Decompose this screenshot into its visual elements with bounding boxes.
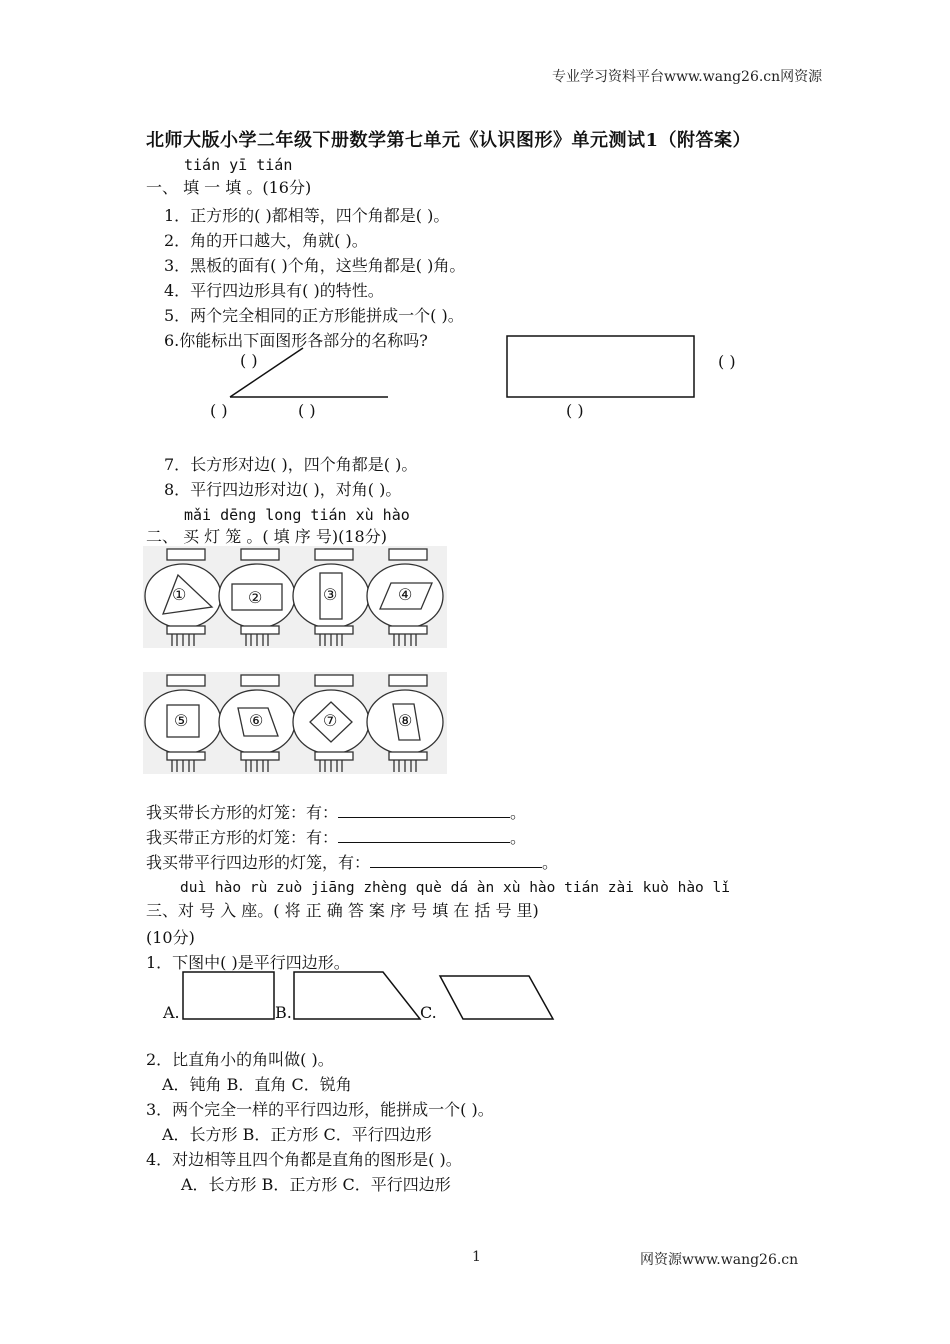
s2-answer-square-label: 我买带正方形的灯笼：有： [146, 828, 339, 847]
page-number: 1 [472, 1249, 481, 1265]
s3-question-3-options: A．长方形 B．正方形 C．平行四边形 [162, 1125, 432, 1144]
s3-question-2: 2．比直角小的角叫做( )。 [146, 1050, 334, 1069]
rect-label-bottom: ( ) [566, 401, 584, 420]
shape-parallelogram [440, 976, 553, 1019]
s3-question-4-options: A．长方形 B．正方形 C．平行四边形 [181, 1175, 451, 1194]
s3-q1-option-b: B. [275, 1003, 292, 1022]
angle-label-vertex-top: ( ) [240, 351, 258, 370]
page-header-source: 专业学习资料平台www.wang26.cn网资源 [552, 69, 823, 85]
s1-question-8: 8．平行四边形对边( )，对角( )。 [164, 480, 402, 499]
page-footer-source: 网资源www.wang26.cn [640, 1252, 799, 1268]
lantern-label-2: ② [248, 588, 263, 607]
lantern-label-1: ① [172, 585, 187, 604]
section2-title: 二、 买 灯 笼 。( 填 序 号)(18分) [146, 527, 387, 546]
lantern-label-7: ⑦ [323, 711, 338, 730]
s3-q1-option-a: A. [163, 1003, 180, 1022]
section3-points: (10分) [146, 928, 195, 947]
lantern-label-6: ⑥ [249, 711, 264, 730]
s2-answer-end: 。 [542, 853, 559, 872]
s1-question-6: 6.你能标出下面图形各部分的名称吗? [164, 331, 428, 350]
s2-answer-rectangle-label: 我买带长方形的灯笼：有： [146, 803, 339, 822]
s1-question-3: 3．黑板的面有( )个角，这些角都是( )角。 [164, 256, 466, 275]
s3-question-4: 4．对边相等且四个角都是直角的图形是( )。 [146, 1150, 462, 1169]
section1-title: 一、 填 一 填 。(16分) [146, 178, 312, 197]
shape-rectangle [183, 972, 274, 1019]
angle-label-side: ( ) [298, 401, 316, 420]
s1-question-1: 1．正方形的( )都相等，四个角都是( )。 [164, 206, 450, 225]
s1-question-2: 2．角的开口越大，角就( )。 [164, 231, 368, 250]
s2-answer-parallelogram-label: 我买带平行四边形的灯笼，有： [146, 853, 371, 872]
section1-pinyin: tián yī tián [184, 156, 293, 174]
lantern-label-3: ③ [323, 585, 338, 604]
document-title: 北师大版小学二年级下册数学第七单元《认识图形》单元测试1（附答案） [146, 130, 752, 151]
lantern-label-5: ⑤ [174, 711, 189, 730]
rect-label-side: ( ) [718, 352, 736, 371]
s3-q1-option-c: C. [420, 1003, 437, 1022]
shape-trapezoid [294, 972, 420, 1019]
lantern-label-4: ④ [398, 585, 413, 604]
section3-title: 三、对 号 入 座。( 将 正 确 答 案 序 号 填 在 括 号 里) [146, 901, 539, 920]
s2-answer-end: 。 [510, 828, 527, 847]
section3-pinyin: duì hào rù zuò jiāng zhèng què dá àn xù hào tián zài kuò hào lǐ [180, 880, 730, 896]
s3-question-1: 1．下图中( )是平行四边形。 [146, 953, 350, 972]
s3-question-2-options: A．钝角 B．直角 C．锐角 [162, 1075, 352, 1094]
s1-question-7: 7．长方形对边( )，四个角都是( )。 [164, 455, 418, 474]
section2-pinyin: mǎi dēng long tián xù hào [184, 506, 410, 524]
s1-question-4: 4．平行四边形具有( )的特性。 [164, 281, 384, 300]
s1-question-5: 5．两个完全相同的正方形能拼成一个( )。 [164, 306, 464, 325]
angle-label-vertex: ( ) [210, 401, 228, 420]
lantern-label-8: ⑧ [398, 711, 413, 730]
s2-answer-end: 。 [510, 803, 527, 822]
s3-question-3: 3．两个完全一样的平行四边形，能拼成一个( )。 [146, 1100, 494, 1119]
